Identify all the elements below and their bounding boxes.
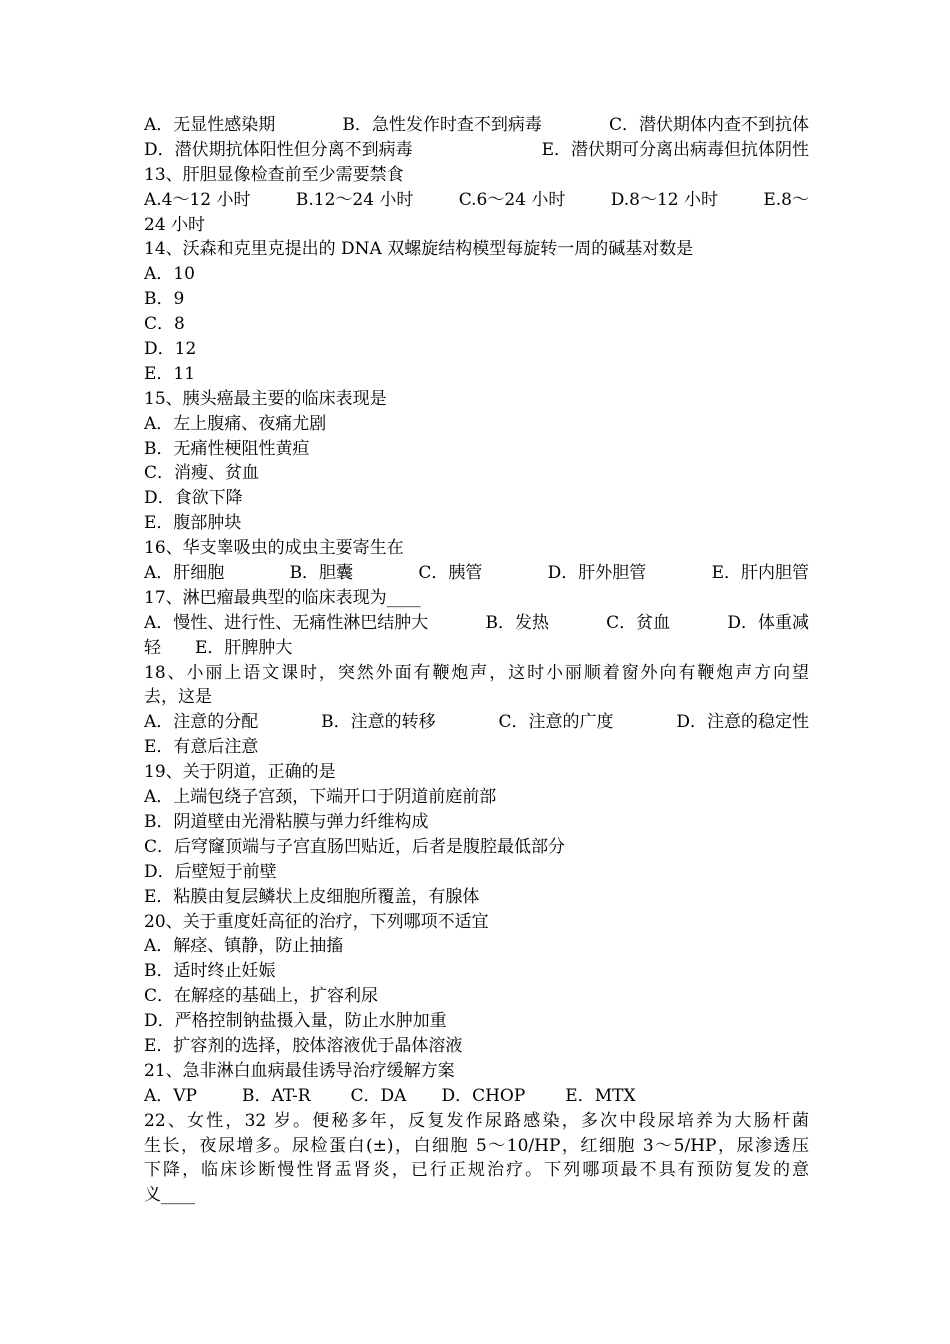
text-line bbox=[144, 113, 809, 138]
answer-option: D.8～12 小时 bbox=[610, 189, 719, 210]
text-line bbox=[144, 611, 809, 636]
answer-option: A．VP bbox=[144, 1085, 197, 1106]
text-line: B．适时终止妊娠 bbox=[144, 961, 276, 982]
answer-option: A.4～12 小时 bbox=[144, 189, 251, 210]
text-line: 下降，临床诊断慢性肾盂肾炎，已行正规治疗。下列哪项最不具有预防复发的意 bbox=[144, 1160, 809, 1181]
text-line: 24 小时 bbox=[144, 214, 206, 235]
text-line: 17、淋巴瘤最典型的临床表现为____ bbox=[144, 587, 421, 608]
answer-option: D．CHOP bbox=[441, 1085, 526, 1106]
answer-option: B．急性发作时查不到病毒 bbox=[342, 115, 542, 135]
text-line: 19、关于阴道，正确的是 bbox=[144, 762, 336, 783]
text-line: A．上端包绕子宫颈，下端开口于阴道前庭前部 bbox=[144, 787, 497, 808]
answer-option: E.8～ bbox=[763, 189, 809, 210]
text-line: E．扩容剂的选择，胶体溶液优于晶体溶液 bbox=[144, 1035, 463, 1056]
text-line: A．解痉、镇静，防止抽搐 bbox=[144, 936, 344, 957]
answer-option: B．AT-R bbox=[242, 1085, 311, 1106]
text-line: C．8 bbox=[144, 314, 185, 335]
text-line: 16、华支睾吸虫的成虫主要寄生在 bbox=[144, 538, 404, 559]
answer-option: C．注意的广度 bbox=[498, 712, 614, 733]
text-line: 18、小丽上语文课时，突然外面有鞭炮声，这时小丽顺着窗外向有鞭炮声方向望 bbox=[144, 662, 809, 683]
answer-option: E．潜伏期可分离出病毒但抗体阴性 bbox=[541, 139, 809, 160]
answer-option: C．胰管 bbox=[418, 563, 483, 584]
answer-option: A．肝细胞 bbox=[144, 563, 225, 584]
text-line: 15、胰头癌最主要的临床表现是 bbox=[144, 388, 387, 409]
text-line: 义____ bbox=[144, 1185, 195, 1206]
answer-option: B.12～24 小时 bbox=[295, 189, 414, 210]
text-line bbox=[144, 710, 809, 735]
text-line: B．无痛性梗阻性黄疸 bbox=[144, 438, 310, 459]
answer-option: B．胆囊 bbox=[289, 563, 354, 584]
text-line: 生长，夜尿增多。尿检蛋白(±)，白细胞 5～10/HP，红细胞 3～5/HP，尿渗透压 bbox=[144, 1135, 809, 1156]
text-line: D．食欲下降 bbox=[144, 488, 243, 509]
text-line: B．阴道壁由光滑粘膜与弹力纤维构成 bbox=[144, 811, 429, 832]
answer-option: E．MTX bbox=[565, 1085, 636, 1106]
text-line: 13、肝胆显像检查前至少需要禁食 bbox=[144, 164, 404, 185]
text-line: 去，这是 bbox=[144, 687, 212, 708]
text-line: 轻 E．肝脾肿大 bbox=[144, 637, 293, 658]
text-line: 21、急非淋白血病最佳诱导治疗缓解方案 bbox=[144, 1060, 455, 1081]
answer-option: E．肝内胆管 bbox=[711, 563, 809, 584]
text-line: B．9 bbox=[144, 289, 185, 310]
text-line: D．严格控制钠盐摄入量，防止水肿加重 bbox=[144, 1011, 447, 1032]
answer-option: D．体重减 bbox=[727, 612, 809, 633]
text-line: E．11 bbox=[144, 363, 196, 384]
text-line: D．后壁短于前壁 bbox=[144, 861, 277, 882]
answer-option: D．肝外胆管 bbox=[547, 563, 647, 584]
text-line: 14、沃森和克里克提出的 DNA 双螺旋结构模型每旋转一周的碱基对数是 bbox=[144, 239, 694, 260]
answer-option: D．潜伏期抗体阳性但分离不到病毒 bbox=[144, 139, 413, 160]
text-line bbox=[144, 138, 809, 163]
text-line bbox=[144, 561, 809, 586]
text-line: E．腹部肿块 bbox=[144, 513, 242, 534]
text-line: D．12 bbox=[144, 339, 197, 360]
document-body bbox=[144, 113, 809, 1208]
text-line: 22、女性，32 岁。便秘多年，反复发作尿路感染，多次中段尿培养为大肠杆菌 bbox=[144, 1110, 809, 1131]
text-line: C．后穹窿顶端与子宫直肠凹贴近，后者是腹腔最低部分 bbox=[144, 836, 566, 857]
text-line: 20、关于重度妊高征的治疗，下列哪项不适宜 bbox=[144, 911, 489, 932]
answer-option: C.6～24 小时 bbox=[458, 189, 566, 210]
text-line: E．有意后注意 bbox=[144, 737, 259, 758]
answer-option: B．注意的转移 bbox=[321, 712, 436, 733]
text-line: C．在解痉的基础上，扩容利尿 bbox=[144, 986, 379, 1007]
answer-option: A．注意的分配 bbox=[144, 712, 259, 733]
text-line: C．消瘦、贫血 bbox=[144, 463, 260, 484]
text-line bbox=[144, 188, 809, 213]
answer-option: C．贫血 bbox=[606, 612, 671, 633]
text-line: A．10 bbox=[144, 264, 195, 285]
answer-option: A．无显性感染期 bbox=[144, 115, 276, 135]
answer-option: D．注意的稳定性 bbox=[676, 712, 809, 733]
answer-option: C．潜伏期体内查不到抗体 bbox=[608, 115, 809, 135]
text-line: A．左上腹痛、夜痛尤剧 bbox=[144, 413, 327, 434]
text-line bbox=[144, 1084, 809, 1109]
answer-option: C．DA bbox=[350, 1085, 407, 1106]
answer-option: A．慢性、进行性、无痛性淋巴结肿大 bbox=[144, 612, 429, 633]
answer-option: B．发热 bbox=[485, 612, 549, 633]
text-line: E．粘膜由复层鳞状上皮细胞所覆盖，有腺体 bbox=[144, 886, 480, 907]
